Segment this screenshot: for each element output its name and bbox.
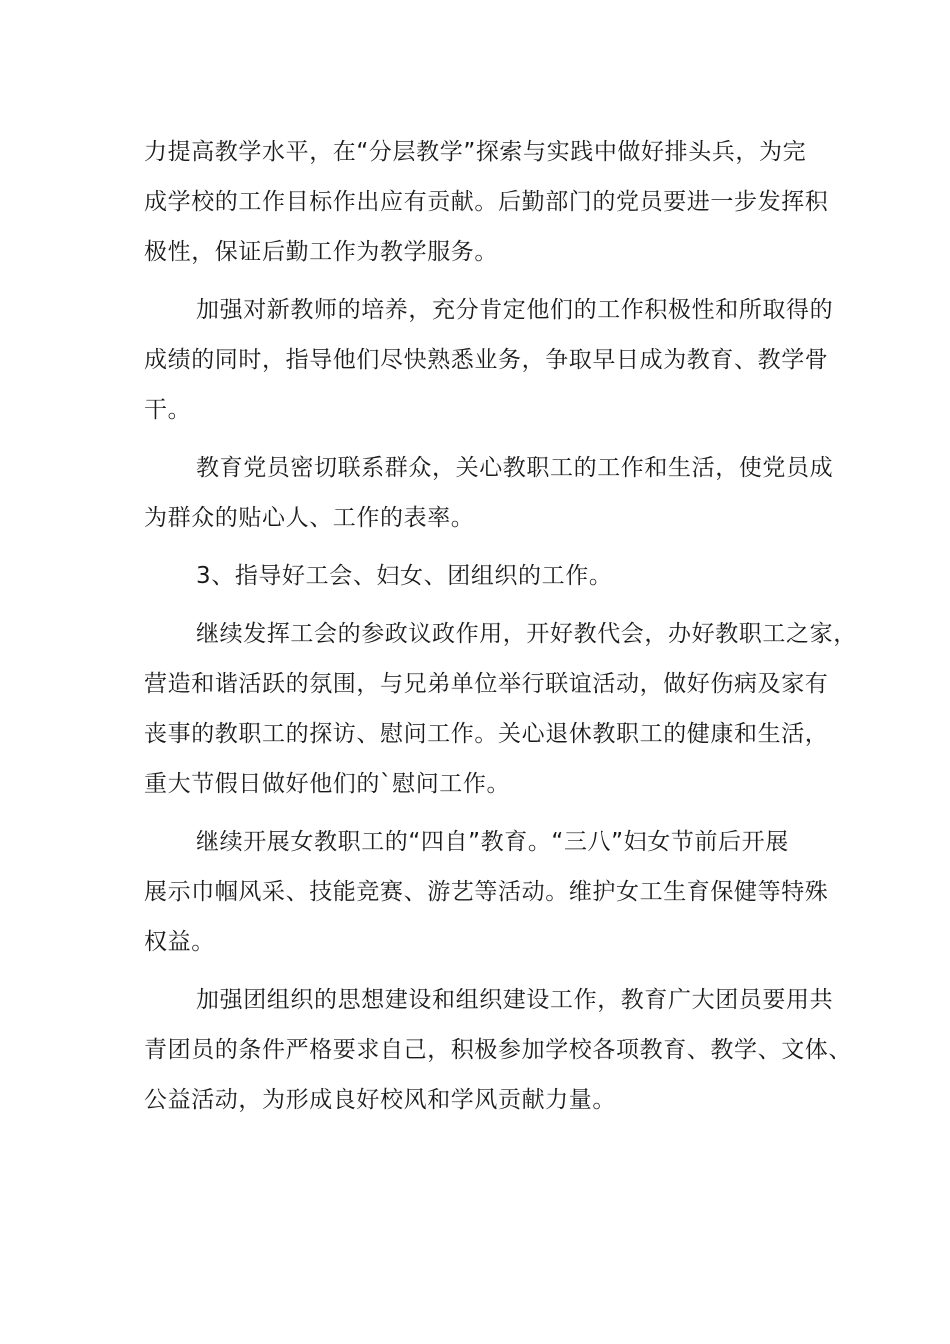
paragraph-line: 干。 xyxy=(144,397,192,423)
paragraph-6 xyxy=(144,817,829,967)
paragraph-line: 3、指导好工会、妇女、团组织的工作。 xyxy=(196,563,613,589)
paragraph-line: 教育党员密切联系群众，关心教职工的工作和生活，使党员成 xyxy=(196,455,834,481)
section-heading xyxy=(144,551,804,601)
paragraph-7 xyxy=(144,975,852,1125)
paragraph-line: 继续开展女教职工的“四自”教育。“三八”妇女节前后开展 xyxy=(196,829,789,855)
document-body xyxy=(144,127,857,1133)
paragraph-line: 展示巾帼风采、技能竞赛、游艺等活动。维护女工生育保健等特殊 xyxy=(144,879,829,905)
paragraph-line: 丧事的教职工的探访、慰问工作。关心退休教职工的健康和生活， xyxy=(144,721,829,747)
paragraph-line: 加强对新教师的培养，充分肯定他们的工作积极性和所取得的 xyxy=(196,297,834,323)
paragraph-line: 重大节假日做好他们的`慰问工作。 xyxy=(144,771,511,797)
paragraph-line: 加强团组织的思想建设和组织建设工作，教育广大团员要用共 xyxy=(196,987,834,1013)
paragraph-line: 继续发挥工会的参政议政作用，开好教代会，办好教职工之家， xyxy=(196,621,857,647)
paragraph-line: 极性，保证后勤工作为教学服务。 xyxy=(144,239,498,265)
paragraph-line: 公益活动，为形成良好校风和学风贡献力量。 xyxy=(144,1087,616,1113)
paragraph-line: 营造和谐活跃的氛围，与兄弟单位举行联谊活动，做好伤病及家有 xyxy=(144,671,829,697)
paragraph-line: 力提高教学水平，在“分层教学”探索与实践中做好排头兵，为完 xyxy=(144,139,807,165)
paragraph-5 xyxy=(144,609,857,809)
paragraph-line: 为群众的贴心人、工作的表率。 xyxy=(144,505,475,531)
paragraph-2 xyxy=(144,285,834,435)
paragraph-line: 成学校的工作目标作出应有贡献。后勤部门的党员要进一步发挥积 xyxy=(144,189,829,215)
paragraph-line: 青团员的条件严格要求自己，积极参加学校各项教育、教学、文体、 xyxy=(144,1037,852,1063)
paragraph-3 xyxy=(144,443,834,543)
paragraph-1 xyxy=(144,127,829,277)
paragraph-line: 权益。 xyxy=(144,929,215,955)
paragraph-line: 成绩的同时，指导他们尽快熟悉业务，争取早日成为教育、教学骨 xyxy=(144,347,829,373)
